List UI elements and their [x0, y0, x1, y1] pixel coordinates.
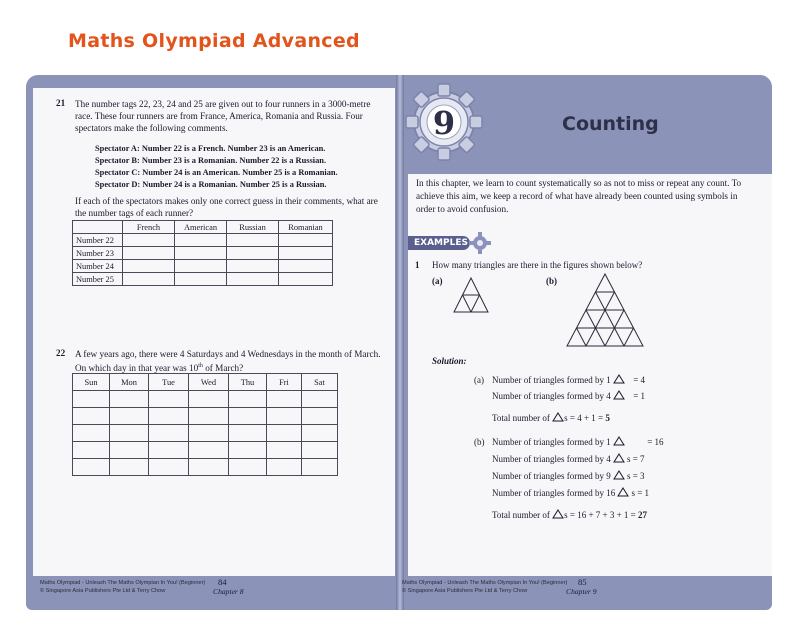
q21-line1: The number tags 22, 23, 24 and 25 are given out to four runners in a 3000-metre	[75, 99, 371, 109]
example-question: How many triangles are there in the figures shown below?	[432, 260, 643, 270]
b3-text: Number of triangles formed by 9	[492, 471, 611, 481]
q21-line2: race. These four runners are from France, America, Romania and Russia. Four	[75, 111, 363, 121]
table-row	[73, 273, 333, 286]
calendar-cell[interactable]	[110, 425, 149, 442]
a1-text: Number of triangles formed by 1	[492, 375, 611, 385]
calendar-cell[interactable]	[302, 442, 338, 459]
table-header-row	[73, 221, 333, 234]
right-footer-line1: Maths Olympiad - Unleash The Maths Olympian In You! (Beginner)	[402, 580, 568, 586]
day-header: Wed	[189, 374, 229, 391]
q22-superscript: th	[198, 363, 203, 369]
spectator-d: Spectator D: Number 24 is a Romanian. Number 25 is a Russian.	[95, 180, 327, 189]
day-header: Sun	[73, 374, 110, 391]
examples-label: EXAMPLES	[408, 236, 470, 250]
spectator-b: Spectator B: Number 23 is a Romanian. Number 22 is a Russian.	[95, 156, 327, 165]
b2-text: Number of triangles formed by 4	[492, 454, 611, 464]
calendar-cell[interactable]	[267, 408, 302, 425]
table-cell[interactable]	[123, 234, 175, 247]
triangle-icon	[613, 470, 625, 480]
calendar-cell[interactable]	[229, 391, 267, 408]
b1-value: = 16	[647, 437, 664, 447]
calendar-cell[interactable]	[267, 391, 302, 408]
table-cell[interactable]	[123, 247, 175, 260]
calendar-table	[72, 373, 338, 476]
calendar-cell[interactable]	[189, 391, 229, 408]
calendar-cell[interactable]	[110, 442, 149, 459]
triangle-icon	[617, 487, 629, 497]
table-row	[73, 234, 333, 247]
calendar-cell[interactable]	[229, 459, 267, 476]
table-cell[interactable]	[175, 247, 227, 260]
day-header: Fri	[267, 374, 302, 391]
solution-a-line1	[492, 374, 645, 386]
calendar-cell[interactable]	[189, 459, 229, 476]
table-cell[interactable]	[123, 260, 175, 273]
calendar-cell[interactable]	[73, 459, 110, 476]
calendar-cell[interactable]	[149, 442, 189, 459]
calendar-row	[73, 459, 338, 476]
calendar-cell[interactable]	[189, 408, 229, 425]
b3-value: s = 3	[626, 471, 645, 481]
calendar-cell[interactable]	[149, 391, 189, 408]
calendar-cell[interactable]	[267, 459, 302, 476]
spectator-a: Spectator A: Number 22 is a French. Number 23 is an American.	[95, 144, 326, 153]
book-spine	[396, 75, 404, 610]
calendar-cell[interactable]	[302, 425, 338, 442]
table-header-cell	[73, 221, 123, 234]
a2-value: = 1	[633, 391, 646, 401]
table-cell[interactable]	[227, 234, 279, 247]
triangle-icon	[552, 412, 564, 422]
calendar-cell[interactable]	[229, 408, 267, 425]
solution-b-line1	[492, 436, 664, 448]
calendar-cell[interactable]	[110, 391, 149, 408]
triangle-icon	[613, 436, 625, 446]
a-total-answer: 5	[605, 413, 610, 423]
banner-title: Maths Olympiad Advanced	[68, 30, 360, 52]
calendar-cell[interactable]	[149, 459, 189, 476]
calendar-cell[interactable]	[149, 408, 189, 425]
left-footer-line2: © Singapore Asia Publishers Pte Ltd & Terry Chow	[40, 588, 166, 594]
table-header-cell: French	[123, 221, 175, 234]
calendar-row	[73, 425, 338, 442]
left-footer-line1: Maths Olympiad - Unleash The Maths Olympian In You! (Beginner)	[40, 580, 206, 586]
b2-value: s = 7	[626, 454, 645, 464]
b-total-formula: s = 16 + 7 + 3 + 1 =	[564, 510, 636, 520]
calendar-cell[interactable]	[73, 442, 110, 459]
b-total-answer: 27	[638, 510, 647, 520]
figure-a-label: (a)	[432, 276, 443, 286]
table-cell[interactable]	[175, 260, 227, 273]
solution-b-label: (b)	[474, 437, 485, 447]
solution-b-line3	[492, 470, 645, 482]
triangle-figure-b	[565, 272, 645, 348]
table-cell[interactable]	[227, 260, 279, 273]
calendar-row	[73, 408, 338, 425]
calendar-header-row	[73, 374, 338, 391]
triangle-icon	[613, 453, 625, 463]
triangle-icon	[552, 509, 564, 519]
row-label: Number 23	[73, 247, 123, 260]
table-header-cell: American	[175, 221, 227, 234]
table-header-cell: Russian	[227, 221, 279, 234]
calendar-row	[73, 442, 338, 459]
table-cell[interactable]	[123, 273, 175, 286]
calendar-cell[interactable]	[149, 425, 189, 442]
table-cell[interactable]	[227, 273, 279, 286]
chapter-title: Counting	[562, 113, 659, 135]
row-label: Number 22	[73, 234, 123, 247]
calendar-cell[interactable]	[110, 408, 149, 425]
chapter-number: 9	[432, 104, 456, 142]
solution-b-line2	[492, 453, 645, 465]
q22-line2-end: of March?	[202, 363, 244, 374]
solution-a-total	[492, 412, 610, 424]
figure-b-label: (b)	[546, 276, 557, 286]
table-cell[interactable]	[175, 234, 227, 247]
table-cell[interactable]	[279, 247, 333, 260]
runners-table	[72, 220, 333, 286]
example-number: 1	[415, 260, 420, 270]
calendar-cell[interactable]	[229, 425, 267, 442]
chapter-gear-icon	[404, 82, 484, 162]
solution-label: Solution:	[432, 356, 467, 366]
solution-a-label: (a)	[474, 375, 484, 385]
b4-text: Number of triangles formed by 16	[492, 488, 616, 498]
day-header: Mon	[110, 374, 149, 391]
calendar-cell[interactable]	[302, 408, 338, 425]
left-page-number: 84	[218, 577, 227, 587]
q21-question-line2: the number tags of each runner?	[75, 208, 194, 218]
a-total-text: Total number of	[492, 413, 550, 423]
q21-number: 21	[56, 98, 66, 108]
b4-value: s = 1	[631, 488, 650, 498]
triangle-icon	[613, 374, 625, 384]
left-chapter-label: Chapter 8	[213, 587, 244, 596]
triangle-figure-a	[451, 275, 491, 315]
solution-b-total	[492, 509, 647, 521]
calendar-cell[interactable]	[189, 442, 229, 459]
calendar-cell[interactable]	[73, 425, 110, 442]
spectator-c: Spectator C: Number 24 is an American. Number 25 is a Romanian.	[95, 168, 338, 177]
q21-question-line1: If each of the spectators makes only one correct guess in their comments, what are	[75, 196, 378, 206]
chapter-intro: In this chapter, we learn to count systematically so as not to miss or repeat any count. To achieve this aim, we keep a record of what have already been counted using symbols in order to avoid confusion.	[416, 178, 742, 214]
solution-b-line4	[492, 487, 649, 499]
a-total-formula: s = 4 + 1 =	[564, 413, 604, 423]
a1-value: = 4	[633, 375, 646, 385]
calendar-cell[interactable]	[267, 425, 302, 442]
calendar-cell[interactable]	[229, 442, 267, 459]
b-total-text: Total number of	[492, 510, 550, 520]
calendar-cell[interactable]	[267, 442, 302, 459]
table-cell[interactable]	[227, 247, 279, 260]
a2-text: Number of triangles formed by 4	[492, 391, 611, 401]
calendar-cell[interactable]	[73, 408, 110, 425]
calendar-cell[interactable]	[302, 459, 338, 476]
right-page-number: 85	[578, 577, 587, 587]
calendar-cell[interactable]	[302, 391, 338, 408]
calendar-cell[interactable]	[189, 425, 229, 442]
calendar-row	[73, 391, 338, 408]
right-chapter-label: Chapter 9	[566, 587, 597, 596]
solution-a-line2	[492, 390, 645, 402]
row-label: Number 24	[73, 260, 123, 273]
right-footer-line2: © Singapore Asia Publishers Pte Ltd & Terry Chow	[402, 588, 528, 594]
day-header: Tue	[149, 374, 189, 391]
table-cell[interactable]	[175, 273, 227, 286]
examples-gear-icon	[468, 231, 492, 255]
table-row	[73, 260, 333, 273]
row-label: Number 25	[73, 273, 123, 286]
table-cell[interactable]	[279, 260, 333, 273]
day-header: Thu	[229, 374, 267, 391]
table-row	[73, 247, 333, 260]
q21-line3: spectators make the following comments.	[75, 123, 228, 133]
q22-line2-text: On which day in that year was 10	[75, 363, 199, 374]
calendar-cell[interactable]	[73, 391, 110, 408]
calendar-cell[interactable]	[110, 459, 149, 476]
triangle-icon	[613, 390, 625, 400]
q22-line1: A few years ago, there were 4 Saturdays and 4 Wednesdays in the month of March.	[75, 349, 381, 359]
table-cell[interactable]	[279, 273, 333, 286]
day-header: Sat	[302, 374, 338, 391]
table-cell[interactable]	[279, 234, 333, 247]
q22-number: 22	[56, 348, 66, 358]
table-header-cell: Romanian	[279, 221, 333, 234]
b1-text: Number of triangles formed by 1	[492, 437, 611, 447]
